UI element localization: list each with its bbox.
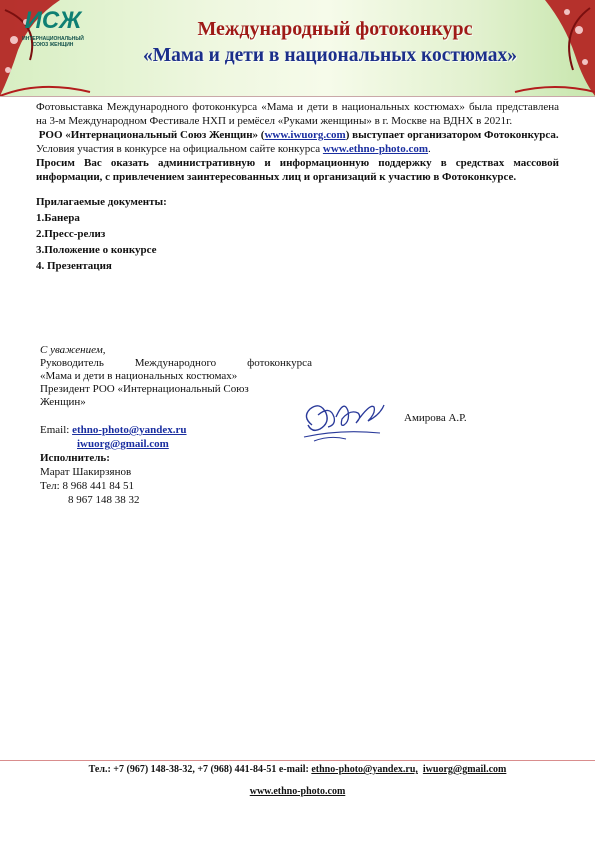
email-line-2 xyxy=(40,437,187,451)
conditions-text-end: . xyxy=(428,143,431,155)
footer-website[interactable]: www.ethno-photo.com xyxy=(249,786,346,797)
paragraph-request: Просим Вас оказать административную и информационную поддержку в средствах массовой информации, с привлечением заинтересованных лиц и организаций к участию в Фотоконкурсе. xyxy=(36,157,559,183)
paragraph-conditions xyxy=(36,142,559,156)
phone-line xyxy=(40,479,187,493)
phone-label: Тел: xyxy=(40,480,63,492)
signer-role: Руководитель Международного фотоконкурса xyxy=(40,357,312,369)
logo-caption: ИНТЕРНАЦИОНАЛЬНЫЙ СОЮЗ ЖЕНЩИН xyxy=(22,36,84,48)
signer-role-president: Президент РОО «Интернациональный Союз xyxy=(40,383,249,395)
document-item: 3.Положение о конкурсе xyxy=(36,244,157,256)
greeting: С уважением, xyxy=(40,344,106,356)
signer-role-contest: «Мама и дети в национальных костюмах» xyxy=(40,370,238,382)
document-item: 2.Пресс-релиз xyxy=(36,228,106,240)
header-banner xyxy=(0,0,595,96)
email-label: Email: xyxy=(40,424,73,436)
signature-block xyxy=(40,344,312,409)
phone-number-2: 8 967 148 38 32 xyxy=(68,494,140,506)
handwritten-signature-icon xyxy=(300,395,390,447)
letter-body xyxy=(36,100,559,274)
footer-contacts xyxy=(0,764,595,775)
footer-email-yandex[interactable]: ethno-photo@yandex.ru, xyxy=(311,764,418,775)
header-divider xyxy=(0,96,595,97)
paragraph-organizer xyxy=(36,128,559,142)
logo-mark: ИСЖ xyxy=(24,7,82,34)
organizer-text-end: ) выступает организатором Фотоконкурса. xyxy=(345,129,559,141)
documents-heading: Прилагаемые документы: xyxy=(36,196,167,208)
phone-number: 8 968 441 84 51 xyxy=(62,480,134,492)
signer-name: Амирова А.Р. xyxy=(404,412,467,424)
email-link-gmail[interactable]: iwuorg@gmail.com xyxy=(77,438,169,450)
conditions-text: Условия участия в конкурсе на официальном сайте конкурса xyxy=(36,143,323,155)
organizer-text: РОО «Интернациональный Союз Женщин» ( xyxy=(38,129,265,141)
ethno-photo-link[interactable]: www.ethno-photo.com xyxy=(322,143,429,155)
executor-name: Марат Шакирзянов xyxy=(40,466,132,478)
footer-phones: Тел.: +7 (967) 148-38-32, +7 (968) 441-84-51 e-mail: xyxy=(88,764,312,775)
contact-info xyxy=(40,423,187,507)
footer-email-gmail[interactable]: iwuorg@gmail.com xyxy=(422,764,507,775)
banner-title: Международный фотоконкурс xyxy=(197,18,473,40)
email-line xyxy=(40,423,187,437)
organization-logo xyxy=(22,8,84,48)
document-item: 4. Презентация xyxy=(36,260,112,272)
paragraph-exhibition: Фотовыставка Международного фотоконкурса «Мама и дети в национальных костюмах» была представлена на 3-м Международном Фестивале НХП и ремёсел «Руками женщины» в г. Москве на ВДНХ в 2021г. xyxy=(36,101,559,127)
attached-documents xyxy=(36,194,559,274)
executor-label: Исполнитель: xyxy=(40,452,110,464)
email-link-yandex[interactable]: ethno-photo@yandex.ru xyxy=(72,424,187,436)
document-item: 1.Банера xyxy=(36,212,80,224)
signer-role-org: Женщин» xyxy=(40,396,86,408)
iwuorg-link[interactable]: www.iwuorg.com xyxy=(264,129,346,141)
banner-subtitle: «Мама и дети в национальных костюмах» xyxy=(142,45,518,66)
footer-divider xyxy=(0,760,595,761)
